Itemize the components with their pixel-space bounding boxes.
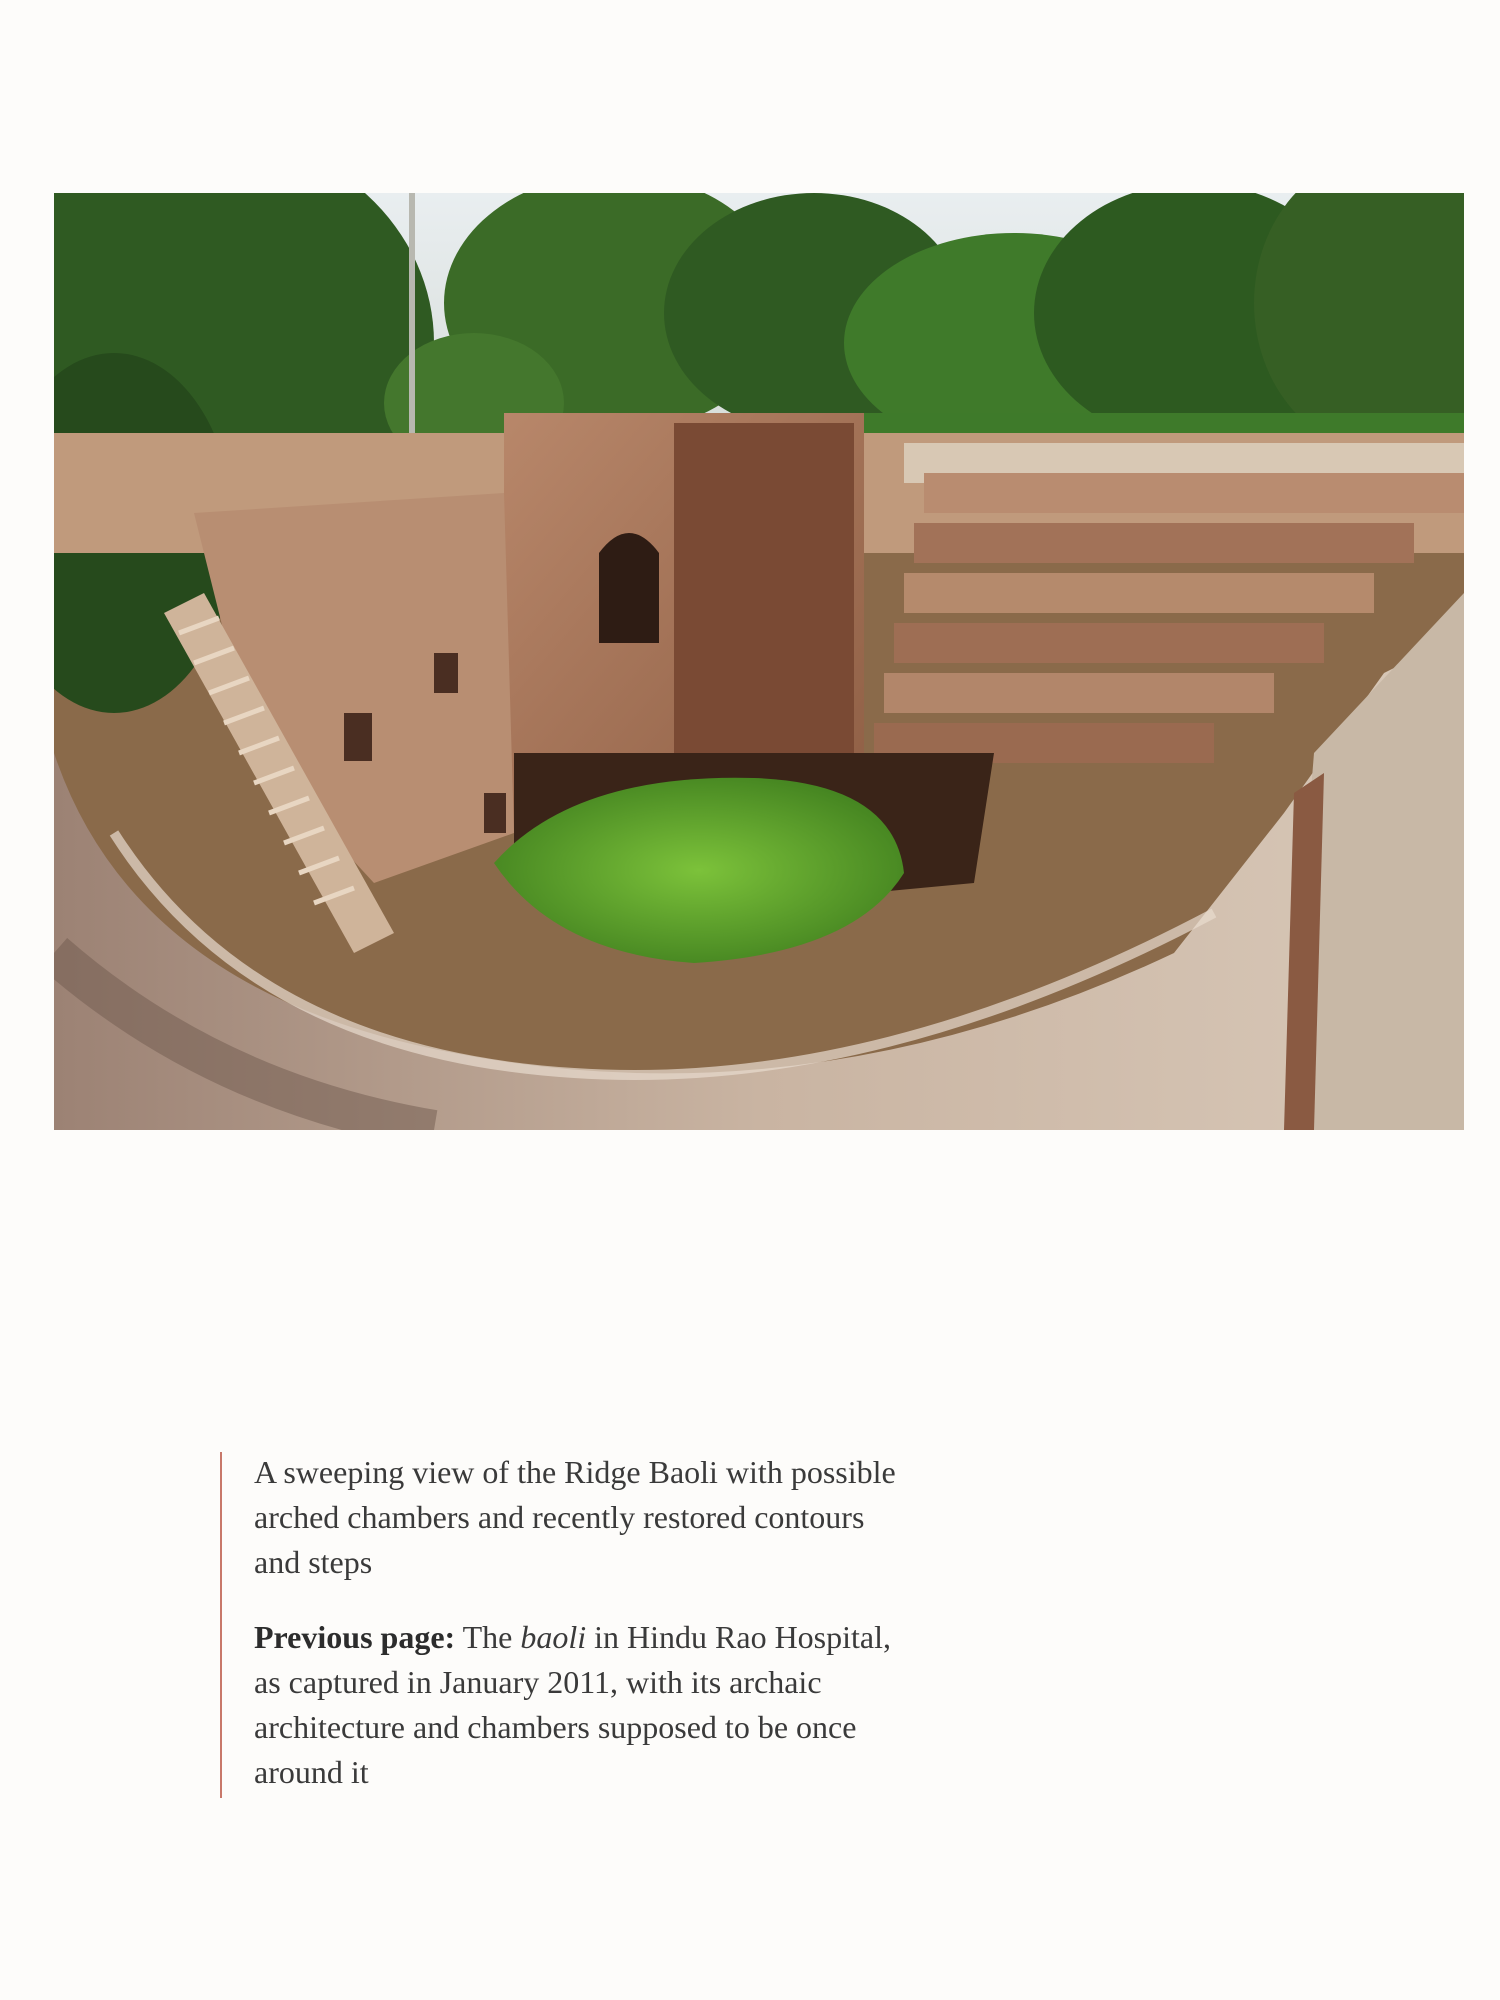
stepwell-illustration (54, 193, 1464, 1130)
previous-pre: The (462, 1619, 513, 1655)
caption-block (220, 1450, 940, 1800)
caption-previous (254, 1615, 914, 1795)
caption-text (254, 1450, 914, 1795)
stepwell-photo (54, 193, 1464, 1130)
previous-italic: baoli (520, 1619, 587, 1655)
caption-main: A sweeping view of the Ridge Baoli with possible arched chambers and recently restored contours and steps (254, 1454, 896, 1580)
previous-post: in Hindu Rao Hospital, as captured in January 2011, with its archaic architecture and chambers supposed to be once around it (254, 1619, 891, 1790)
previous-label: Previous page: (254, 1619, 456, 1655)
caption-rule (220, 1452, 222, 1798)
